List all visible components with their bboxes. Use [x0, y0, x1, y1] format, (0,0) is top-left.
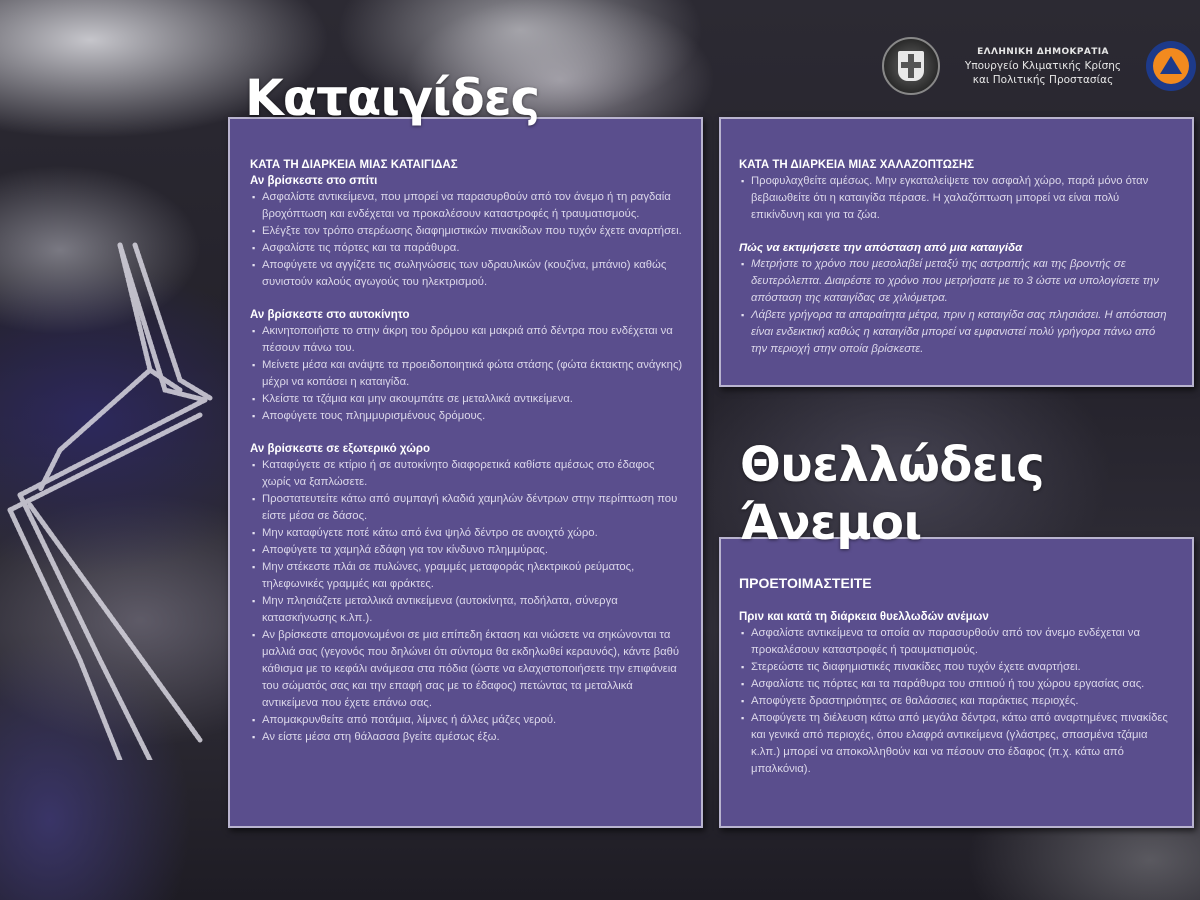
list-item: ▪ Ακινητοποιήστε το στην άκρη του δρόμου και μακριά από δέντρα που ενδέχεται να πέσουν πάνω του. [250, 323, 683, 357]
list-item: ▪ Μείνετε μέσα και ανάψτε τα προειδοποιητικά φώτα στάσης (φώτα έκτακτης ανάγκης) μέχρι να κοπάσει η καταιγίδα. [250, 357, 683, 391]
list-item: ▪ Αν είστε μέσα στη θάλασσα βγείτε αμέσως έξω. [250, 729, 683, 746]
list-item: ▪ Προφυλαχθείτε αμέσως. Μην εγκαταλείψετε τον ασφαλή χώρο, παρά μόνο όταν βεβαιωθείτε ότι η καταιγίδα πέρασε. Η χαλαζόπτωση μπορεί να είναι πολύ επικίνδυνη και για τα ζώα. [739, 173, 1174, 224]
list-item: ▪ Αν βρίσκεστε απομονωμένοι σε μια επίπεδη έκταση και νιώσετε να σηκώνονται τα μαλλιά σας (γεγονός που δηλώνει ότι σύντομα θα εκδηλωθεί κεραυνός), κάντε βαθύ κάθισμα με το κεφάλι ανάμεσα στα πόδια (ώστε να ελαχιστοποιήσετε την επιφάνεια του σώματός σας και την επαφή σας με το έδαφος) πετώντας τα μεταλλικά αντικείμενα που έχετε επάνω σας. [250, 627, 683, 712]
list-item: ▪ Μην στέκεστε πλάι σε πυλώνες, γραμμές μεταφοράς ηλεκτρικού ρεύματος, τηλεφωνικές γραμμές και φράκτες. [250, 559, 683, 593]
ministry-line-1: Υπουργείο Κλιματικής Κρίσης [964, 60, 1122, 72]
list-item: ▪ Ασφαλίστε τις πόρτες και τα παράθυρα. [250, 240, 683, 257]
distance-heading: Πώς να εκτιμήσετε την απόσταση από μια καταιγίδα [739, 242, 1023, 254]
list-item: ▪ Αποφύγετε τη διέλευση κάτω από μεγάλα δέντρα, κάτω από αναρτημένες πινακίδες και γενικά από περιοχές, όπου ελαφρά αντικείμενα (γλάστρες, σπασμένα τζάμια κ.λπ.) μπορεί να αποκολληθούν και να πέσουν στο έδαφος (π.χ. κάτω από μπαλκόνια). [739, 710, 1174, 778]
list-item: ▪ Αποφύγετε να αγγίζετε τις σωληνώσεις των υδραυλικών (κουζίνα, μπάνιο) καθώς συνιστούν καλούς αγωγούς του ηλεκτρισμού. [250, 257, 683, 291]
list-item: ▪ Μην καταφύγετε ποτέ κάτω από ένα ψηλό δέντρο σε ανοιχτό χώρο. [250, 525, 683, 542]
list-item: ▪ Απομακρυνθείτε από ποτάμια, λίμνες ή άλλες μάζες νερού. [250, 712, 683, 729]
winds-section-title: ΠΡΟΕΤΟΙΜΑΣΤΕΙΤΕ [739, 575, 872, 591]
storms-panel [228, 117, 703, 828]
hail-section-title: ΚΑΤΑ ΤΗ ΔΙΑΡΚΕΙΑ ΜΙΑΣ ΧΑΛΑΖΟΠΤΩΣΗΣ [739, 159, 975, 171]
storms-section-title: ΚΑΤΑ ΤΗ ΔΙΑΡΚΕΙΑ ΜΙΑΣ ΚΑΤΑΙΓΙΔΑΣ [250, 159, 458, 171]
winds-panel [719, 537, 1194, 828]
storms-title: Καταιγίδες [245, 69, 540, 127]
list-item: ▪ Αποφύγετε τα χαμηλά εδάφη για τον κίνδυνο πλημμύρας. [250, 542, 683, 559]
list-item: ▪ Ασφαλίστε αντικείμενα, που μπορεί να παρασυρθούν από τον άνεμο ή τη ραγδαία βροχόπτωση και ενδέχεται να προκαλέσουν καταστροφές ή τραυματισμούς. [250, 189, 683, 223]
list-item: ▪ Αποφύγετε δραστηριότητες σε θαλάσσιες και παράκτιες περιοχές. [739, 693, 1174, 710]
list-item: ▪ Ασφαλίστε αντικείμενα τα οποία αν παρασυρθούν από τον άνεμο ενδέχεται να προκαλέσουν καταστροφές ή τραυματισμούς. [739, 625, 1174, 659]
hail-list [739, 173, 1174, 224]
car-list [250, 323, 683, 425]
list-item: ▪ Στερεώστε τις διαφημιστικές πινακίδες που τυχόν έχετε αναρτήσει. [739, 659, 1174, 676]
list-item: ▪ Κλείστε τα τζάμια και μην ακουμπάτε σε μεταλλικά αντικείμενα. [250, 391, 683, 408]
ministry-header [880, 36, 1200, 96]
republic-label: ΕΛΛΗΝΙΚΗ ΔΗΜΟΚΡΑΤΙΑ [977, 47, 1109, 57]
list-item: ▪ Ασφαλίστε τις πόρτες και τα παράθυρα του σπιτιού ή του χώρου εργασίας σας. [739, 676, 1174, 693]
winds-list [739, 625, 1174, 778]
list-item: ▪ Μετρήστε το χρόνο που μεσολαβεί μεταξύ της αστραπής και της βροντής σε δευτερόλεπτα. Διαιρέστε το χρόνο που μετρήσατε με το 3 ώστε να υπολογίσετε την απόσταση της καταιγίδας σε χιλιόμετρα. [739, 256, 1174, 307]
winds-heading: Πριν και κατά τη διάρκεια θυελλωδών ανέμων [739, 611, 989, 623]
car-heading: Αν βρίσκεστε στο αυτοκίνητο [250, 309, 410, 321]
ministry-line-2: και Πολιτικής Προστασίας [972, 74, 1114, 86]
greek-coat-of-arms-icon [882, 37, 940, 95]
hail-panel [719, 117, 1194, 387]
list-item: ▪ Μην πλησιάζετε μεταλλικά αντικείμενα (αυτοκίνητα, ποδήλατα, σύνεργα κατασκήνωσης κ.λπ.). [250, 593, 683, 627]
list-item: ▪ Ελέγξτε τον τρόπο στερέωσης διαφημιστικών πινακίδων που τυχόν έχετε αναρτήσει. [250, 223, 683, 240]
distance-list [739, 256, 1174, 358]
winds-title [740, 436, 1044, 552]
outdoors-heading: Αν βρίσκεστε σε εξωτερικό χώρο [250, 443, 431, 455]
winds-title-line-1: Θυελλώδεις [740, 437, 1045, 493]
power-pylon-illustration [0, 240, 230, 760]
winds-title-line-2: Άνεμοι [740, 495, 922, 551]
list-item: ▪ Λάβετε γρήγορα τα απαραίτητα μέτρα, πριν η καταιγίδα σας πλησιάσει. Η απόσταση είναι ενδεικτική καθώς η καταιγίδα μπορεί να εμφανιστεί πολύ γρήγορα πάνω από την περιοχή στην οποία βρίσκεστε. [739, 307, 1174, 358]
list-item: ▪ Καταφύγετε σε κτίριο ή σε αυτοκίνητο διαφορετικά καθίστε αμέσως στο έδαφος χωρίς να ξαπλώσετε. [250, 457, 683, 491]
ministry-name [940, 45, 1146, 87]
civil-protection-logo-icon [1146, 41, 1196, 91]
home-heading: Αν βρίσκεστε στο σπίτι [250, 175, 378, 187]
list-item: ▪ Αποφύγετε τους πλημμυρισμένους δρόμους. [250, 408, 683, 425]
list-item: ▪ Προστατευτείτε κάτω από συμπαγή κλαδιά χαμηλών δέντρων στην περίπτωση που είστε μέσα σε δάσος. [250, 491, 683, 525]
outdoors-list [250, 457, 683, 746]
home-list [250, 189, 683, 291]
